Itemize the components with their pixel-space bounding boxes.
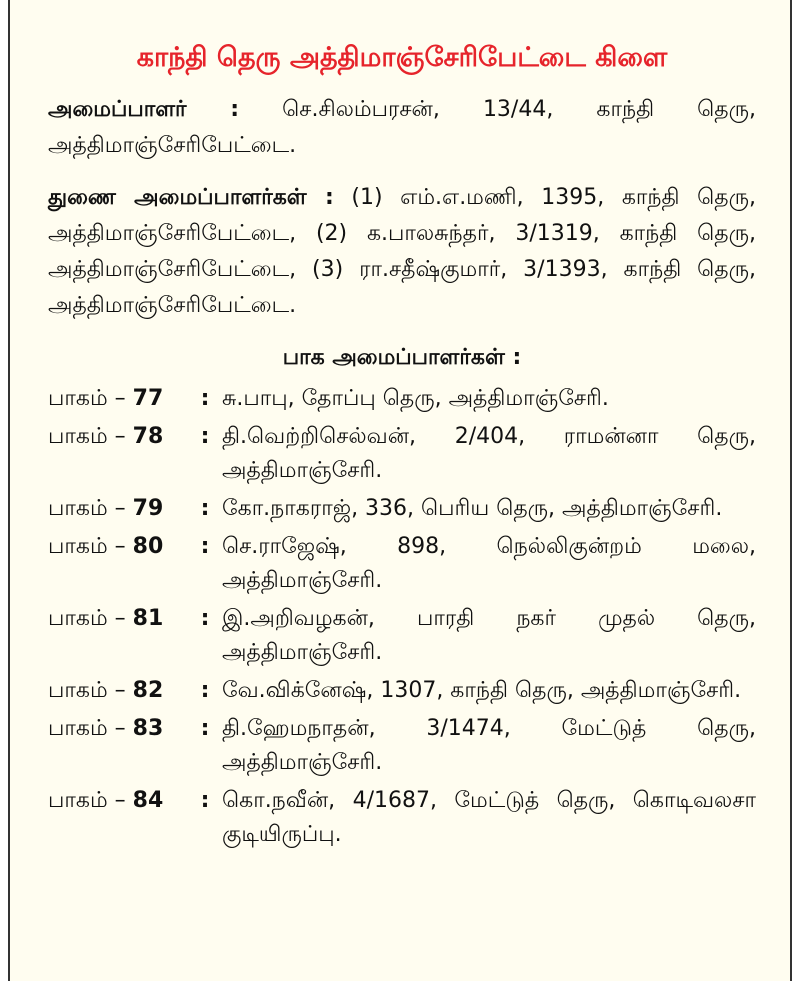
booth-text: சு.பாபு, தோப்பு தெரு, அத்திமாஞ்சேரி. <box>222 386 609 411</box>
booth-number: 80 <box>132 534 164 559</box>
booth-prefix: பாகம் – <box>48 606 133 631</box>
booth-label <box>48 420 188 488</box>
booth-text: தி.வெற்றிசெல்வன், 2/404, ராமன்னா தெரு, அத்திமாஞ்சேரி. <box>222 424 756 483</box>
booth-number: 84 <box>132 788 164 813</box>
booth-label <box>48 602 188 670</box>
booth-row <box>48 674 756 708</box>
booth-row <box>48 492 756 526</box>
booth-row <box>48 382 756 416</box>
deputy-text: (1) எம்.எ.மணி, 1395, காந்தி தெரு, அத்திமாஞ்சேரிபேட்டை, (2) க.பாலசுந்தர், 3/1319, காந்தி தெரு, அத்திமாஞ்சேரிபேட்டை, (3) ரா.சதீஷ்குமார், 3/1393, காந்தி தெரு, அத்திமாஞ்சேரிபேட்டை. <box>48 185 756 318</box>
booth-prefix: பாகம் – <box>48 496 133 521</box>
booth-prefix: பாகம் – <box>48 534 133 559</box>
deputy-label: துணை அமைப்பாளர்கள் : <box>48 185 334 210</box>
booth-label <box>48 674 188 708</box>
booth-colon: : <box>200 606 210 631</box>
booth-prefix: பாகம் – <box>48 678 133 703</box>
booth-text: வே.விக்னேஷ், 1307, காந்தி தெரு, அத்திமாஞ்சேரி. <box>222 678 742 703</box>
booth-number: 83 <box>132 716 164 741</box>
booth-number: 79 <box>132 496 164 521</box>
booth-colon: : <box>200 496 210 521</box>
booth-row <box>48 602 756 670</box>
booth-text: இ.அறிவழகன், பாரதி நகர் முதல் தெரு, அத்திமாஞ்சேரி. <box>222 606 756 665</box>
booth-number: 82 <box>132 678 164 703</box>
booth-text: செ.ராஜேஷ், 898, நெல்லிகுன்றம் மலை, அத்திமாஞ்சேரி. <box>222 534 756 593</box>
booth-label <box>48 712 188 780</box>
booth-colon: : <box>200 716 210 741</box>
deputy-paragraph <box>48 180 756 324</box>
document-panel <box>8 0 792 981</box>
booth-list <box>48 382 756 852</box>
booth-text: கோ.நாகராஜ், 336, பெரிய தெரு, அத்திமாஞ்சேரி. <box>222 496 723 521</box>
booth-label <box>48 784 188 852</box>
booth-colon: : <box>200 534 210 559</box>
booth-label <box>48 530 188 598</box>
booth-prefix: பாகம் – <box>48 788 133 813</box>
booth-number: 78 <box>132 424 164 449</box>
booth-colon: : <box>200 788 210 813</box>
booth-row <box>48 784 756 852</box>
booth-colon: : <box>200 678 210 703</box>
booth-colon: : <box>200 424 210 449</box>
booth-row <box>48 530 756 598</box>
booth-label <box>48 382 188 416</box>
organizer-text: செ.சிலம்பரசன், 13/44, காந்தி தெரு, அத்திமாஞ்சேரிபேட்டை. <box>48 97 756 158</box>
booth-number: 81 <box>132 606 164 631</box>
booth-prefix: பாகம் – <box>48 386 133 411</box>
booth-label <box>48 492 188 526</box>
booth-heading: பாக அமைப்பாளர்கள் : <box>282 345 522 370</box>
booth-prefix: பாகம் – <box>48 424 133 449</box>
booth-prefix: பாகம் – <box>48 716 133 741</box>
booth-number: 77 <box>132 386 164 411</box>
booth-text: தி.ஹேமநாதன், 3/1474, மேட்டுத் தெரு, அத்திமாஞ்சேரி. <box>222 716 756 775</box>
organizer-paragraph <box>48 92 756 164</box>
booth-row <box>48 420 756 488</box>
booth-row <box>48 712 756 780</box>
page-title: காந்தி தெரு அத்திமாஞ்சேரிபேட்டை கிளை <box>136 42 668 73</box>
booth-text: கொ.நவீன், 4/1687, மேட்டுத் தெரு, கொடிவலசா குடியிருப்பு. <box>222 788 756 847</box>
organizer-label: அமைப்பாளர் : <box>48 97 240 122</box>
document-content <box>10 0 790 852</box>
booth-colon: : <box>200 386 210 411</box>
